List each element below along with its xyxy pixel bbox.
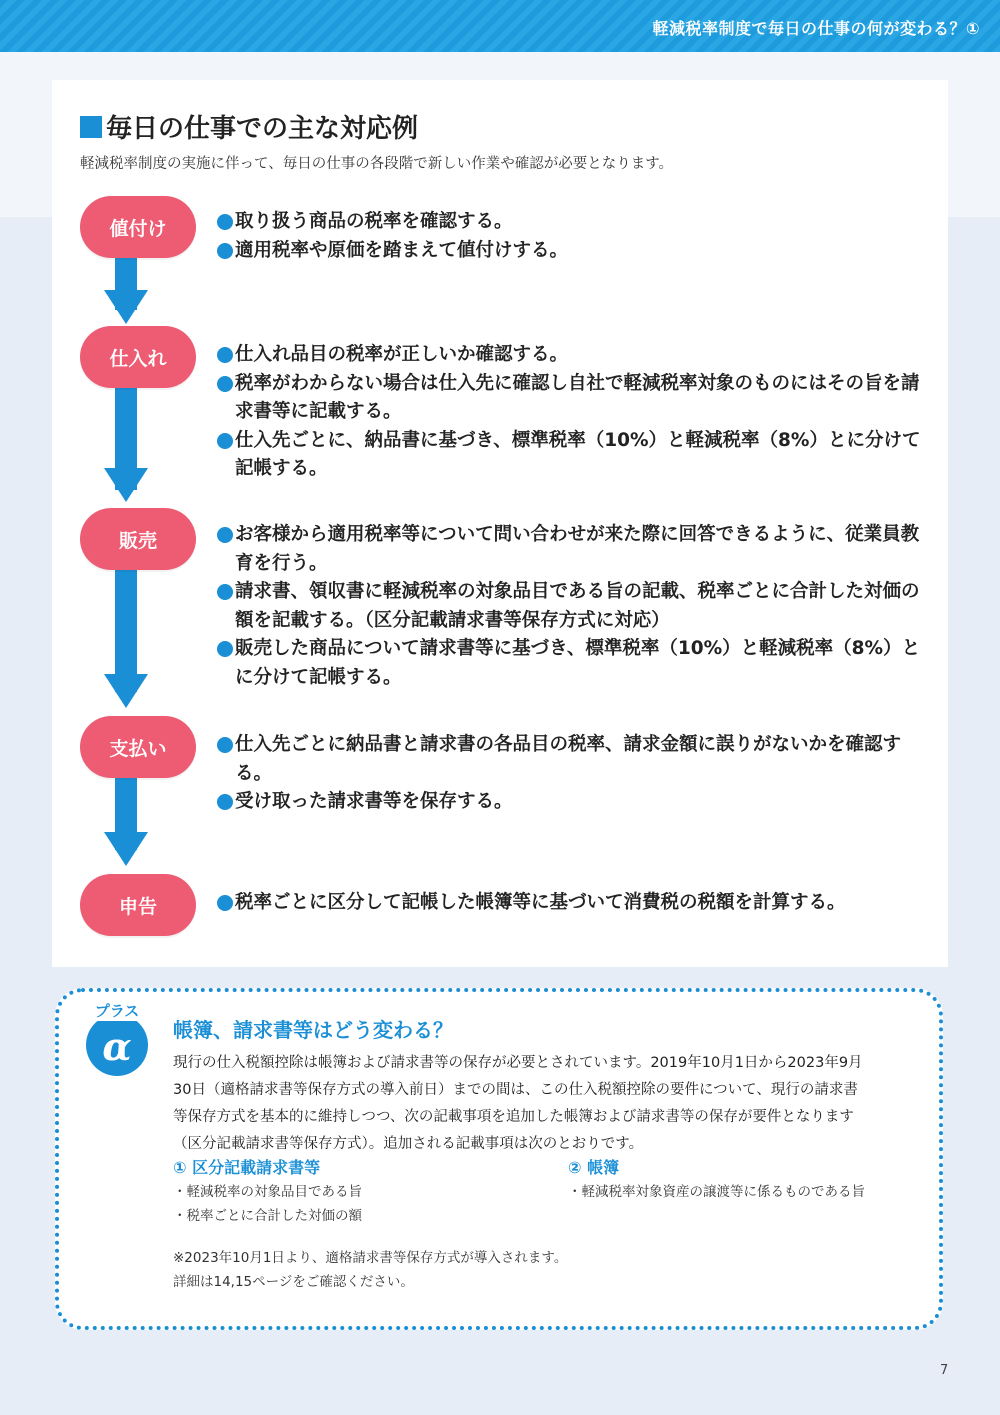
page-number: 7 <box>940 1363 949 1378</box>
plus-alpha-badge <box>86 1002 148 1076</box>
step-pill-filing: 申告 <box>80 874 196 936</box>
bullet-icon <box>217 895 233 911</box>
note-line: 詳細は14,15ページをご確認ください。 <box>173 1274 414 1290</box>
sub-title: ② 帳簿 <box>568 1158 620 1177</box>
plus-heading: 帳簿、請求書等はどう変わる？ <box>173 1018 453 1042</box>
down-arrow-icon <box>104 674 148 708</box>
step-pill-purchasing: 仕入れ <box>80 326 196 388</box>
square-bullet-icon <box>80 116 102 138</box>
step-items-sales <box>217 521 927 692</box>
list-item: 税率がわからない場合は仕入先に確認し自社で軽減税率対象のものにはその旨を請求書等に記載する。 <box>217 370 927 427</box>
sub-item: ・軽減税率の対象品目である旨 <box>173 1184 362 1200</box>
bullet-icon <box>217 527 233 543</box>
bullet-icon <box>217 214 233 230</box>
down-arrow-icon <box>104 290 148 324</box>
header-title: 軽減税率制度で毎日の仕事の何が変わる？① <box>652 19 980 38</box>
sub-column-invoice <box>173 1156 362 1228</box>
sub-item: ・軽減税率対象資産の譲渡等に係るものである旨 <box>568 1184 865 1200</box>
section-intro: 軽減税率制度の実施に伴って、毎日の仕事の各段階で新しい作業や確認が必要となります。 <box>80 156 674 172</box>
body-line: 等保存方式を基本的に維持しつつ、次の記載事項を追加した帳簿および請求書等の保存が要件となります <box>173 1109 854 1125</box>
step-items-purchasing <box>217 341 927 484</box>
list-item: 請求書、領収書に軽減税率の対象品目である旨の記載、税率ごとに合計した対価の額を記載する。（区分記載請求書等保存方式に対応） <box>217 578 927 635</box>
alpha-icon: α <box>102 1024 132 1069</box>
body-line: 現行の仕入税額控除は帳簿および請求書等の保存が必要とされています。2019年10月1日から2023年9月 <box>173 1055 863 1071</box>
bullet-icon <box>217 737 233 753</box>
list-item: 税率ごとに区分して記帳した帳簿等に基づいて消費税の税額を計算する。 <box>217 889 927 918</box>
down-arrow-icon <box>104 468 148 502</box>
step-items-payment <box>217 731 927 817</box>
plus-body <box>173 1050 925 1158</box>
step-items-pricing <box>217 208 927 265</box>
bullet-icon <box>217 376 233 392</box>
step-pill-pricing: 値付け <box>80 196 196 258</box>
sub-title: ① 区分記載請求書等 <box>173 1158 321 1177</box>
step-pill-payment: 支払い <box>80 716 196 778</box>
body-line: 30日（適格請求書等保存方式の導入前日）までの間は、この仕入税額控除の要件について、現行の請求書 <box>173 1082 858 1098</box>
list-item: 仕入れ品目の税率が正しいか確認する。 <box>217 341 927 370</box>
bullet-icon <box>217 347 233 363</box>
section-title-text: 毎日の仕事での主な対応例 <box>106 114 419 144</box>
note <box>173 1246 567 1294</box>
body-line: （区分記載請求書等保存方式）。追加される記載事項は次のとおりです。 <box>173 1136 644 1152</box>
list-item: 取り扱う商品の税率を確認する。 <box>217 208 927 237</box>
note-line: ※2023年10月1日より、適格請求書等保存方式が導入されます。 <box>173 1250 568 1266</box>
plus-label: プラス <box>86 1000 148 1021</box>
step-pill-sales: 販売 <box>80 508 196 570</box>
list-item: 販売した商品について請求書等に基づき、標準税率（10%）と軽減税率（8%）とに分けて記帳する。 <box>217 635 927 692</box>
plus-alpha-box <box>55 988 943 1330</box>
bullet-icon <box>217 433 233 449</box>
bullet-icon <box>217 584 233 600</box>
list-item: 仕入先ごとに、納品書に基づき、標準税率（10%）と軽減税率（8%）とに分けて記帳する。 <box>217 427 927 484</box>
main-card <box>52 80 948 967</box>
sub-item: ・税率ごとに合計した対価の額 <box>173 1208 362 1224</box>
bullet-icon <box>217 243 233 259</box>
section-title <box>80 108 418 145</box>
bullet-icon <box>217 794 233 810</box>
list-item: 受け取った請求書等を保存する。 <box>217 788 927 817</box>
sub-column-ledger <box>568 1156 865 1204</box>
list-item: 仕入先ごとに納品書と請求書の各品目の税率、請求金額に誤りがないかを確認する。 <box>217 731 927 788</box>
step-items-filing <box>217 889 927 918</box>
down-arrow-icon <box>104 832 148 866</box>
list-item: 適用税率や原価を踏まえて値付けする。 <box>217 237 927 266</box>
bullet-icon <box>217 641 233 657</box>
list-item: お客様から適用税率等について問い合わせが来た際に回答できるように、従業員教育を行う。 <box>217 521 927 578</box>
header-bar <box>0 0 1000 52</box>
